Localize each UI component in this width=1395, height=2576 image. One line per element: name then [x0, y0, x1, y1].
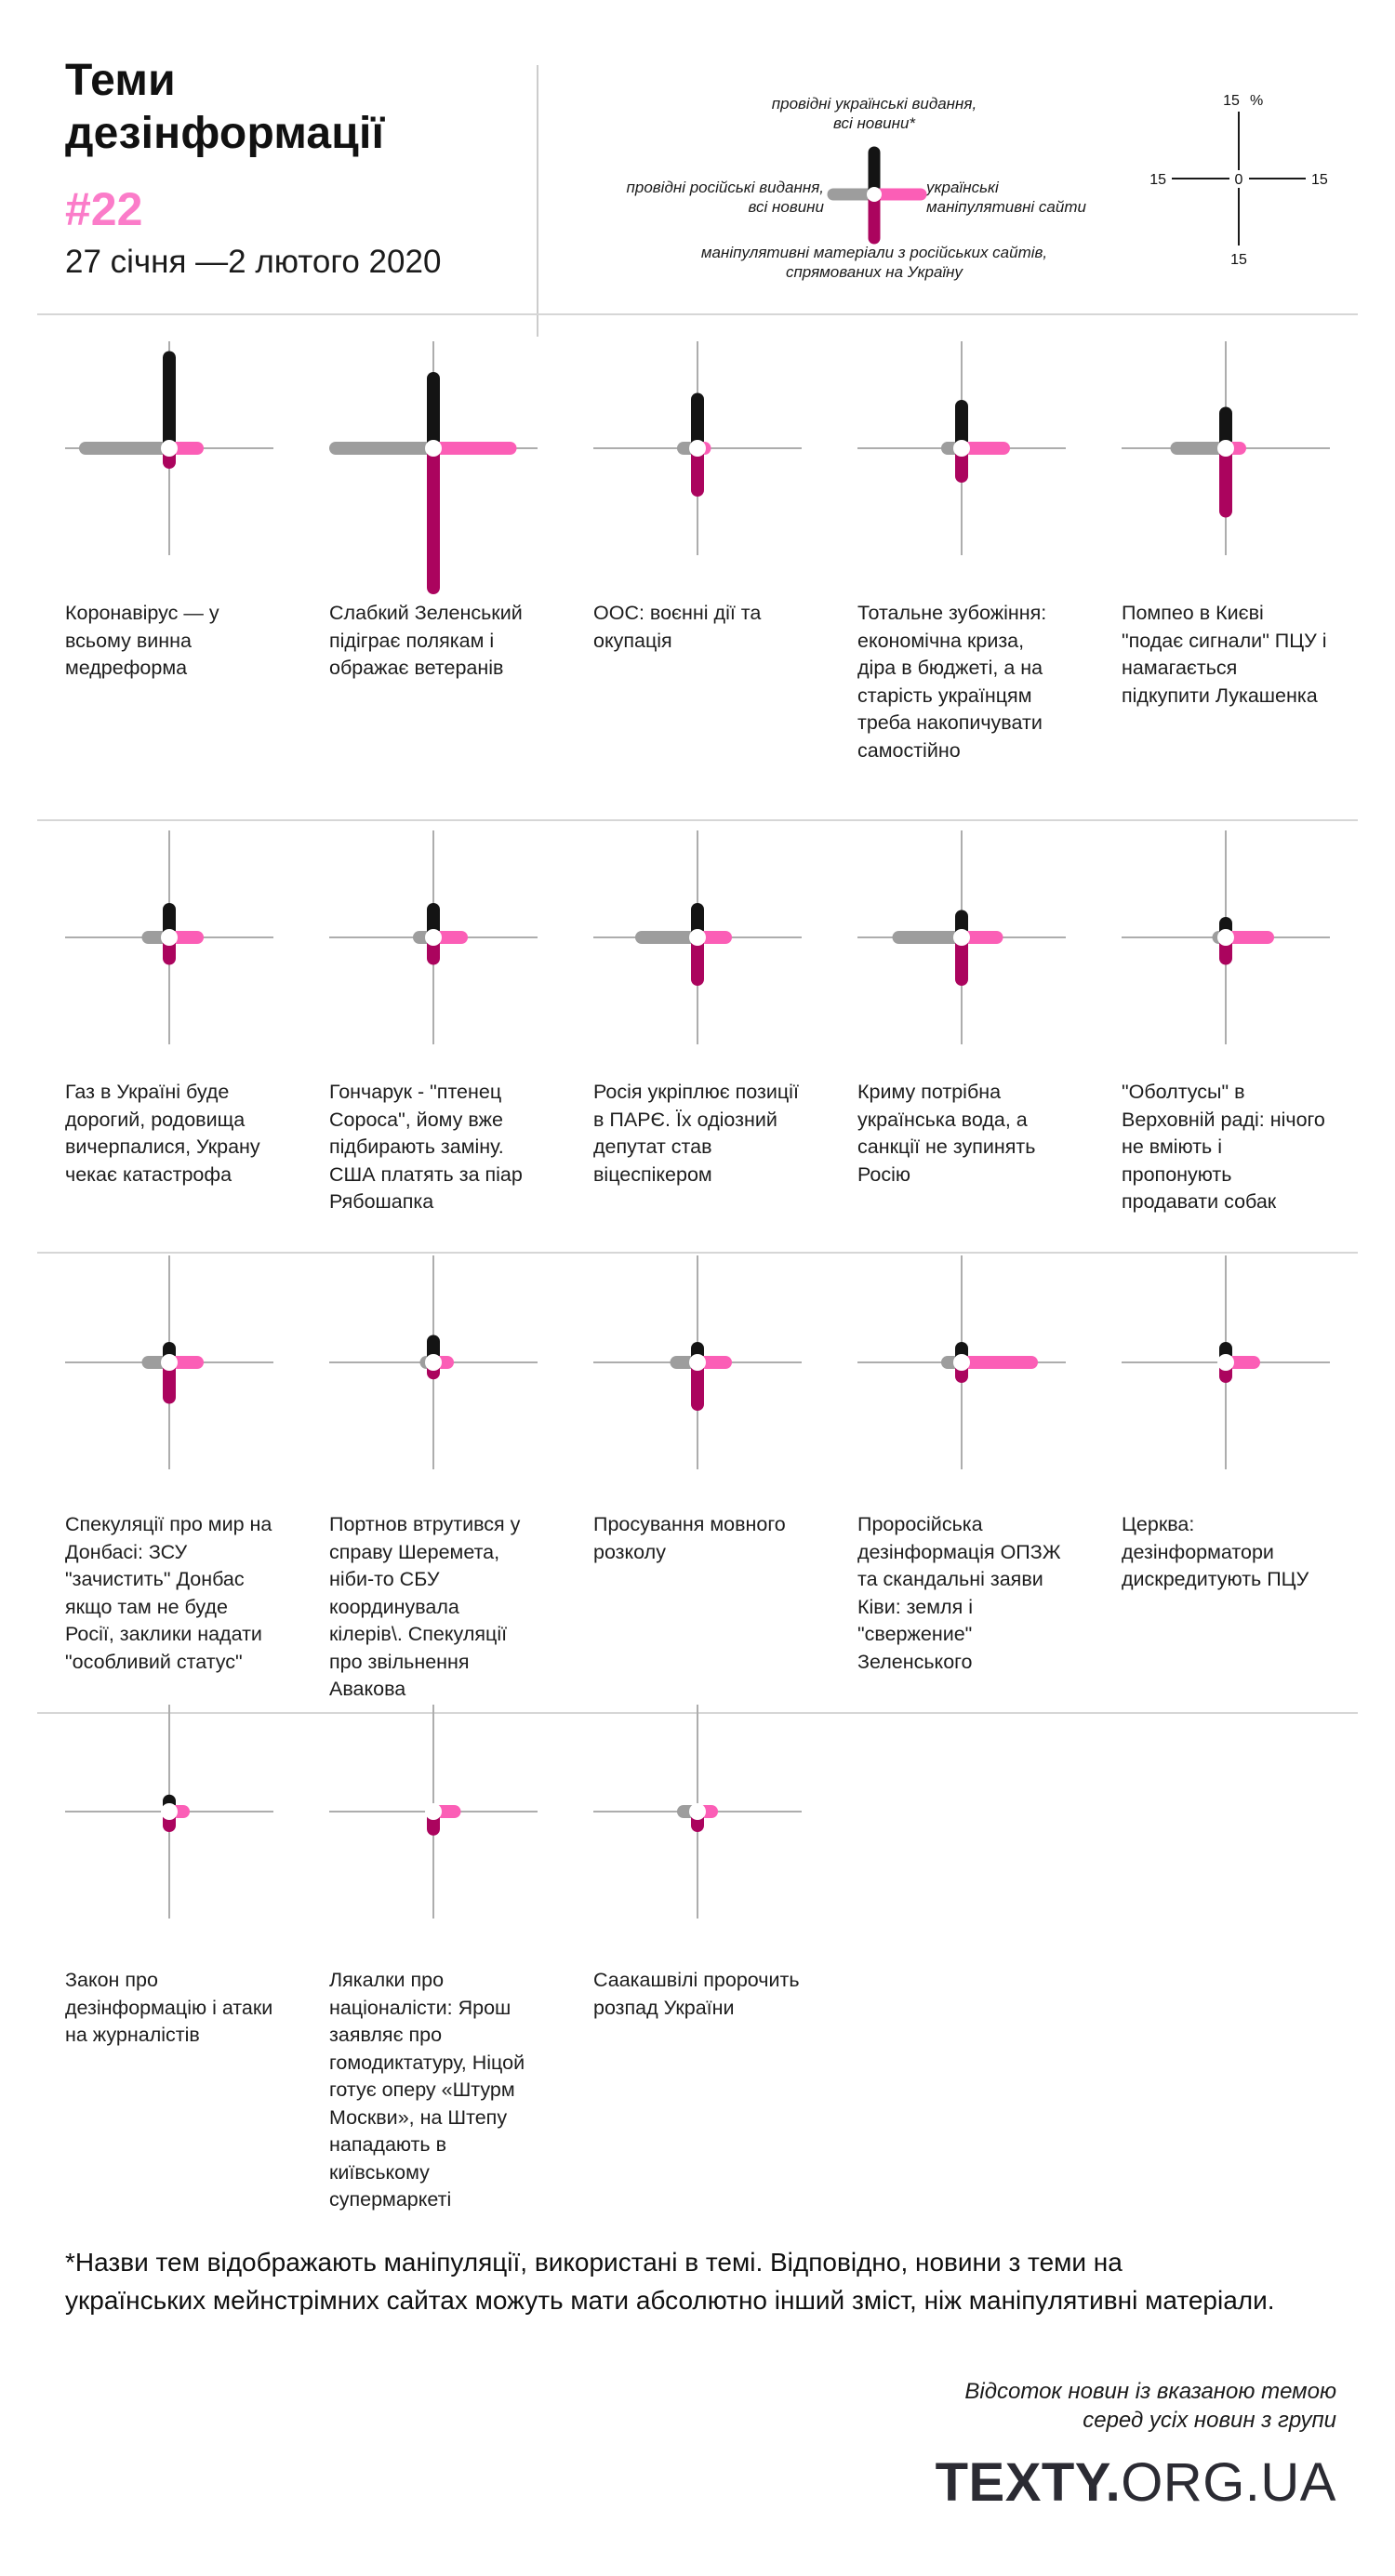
topic-chart [830, 337, 1094, 560]
center-dot [425, 1803, 442, 1820]
topic-chart [1094, 1251, 1358, 1474]
center-dot [161, 440, 178, 457]
topic-chart [301, 337, 565, 560]
topic-cell [830, 1251, 1094, 1676]
topic-label: Тотальне зубожіння: економічна криза, діра в бюджеті, а на старість українцям треба накопичувати самостійно [857, 602, 1047, 762]
scale-tick-left: 15 [1149, 172, 1166, 188]
scale-axis-icon [1146, 86, 1332, 272]
center-dot [425, 1354, 442, 1371]
topic-label: Спекуляції про мир на Донбасі: ЗСУ "зачистить" Донбас якщо там не буде Росії, заклики надати "особливий статус" [65, 1513, 272, 1673]
page-title-line2: дезінформації [65, 109, 385, 158]
topic-label: Церква: дезінформатори дискредитують ПЦУ [1122, 1513, 1309, 1590]
legend-cross-icon [818, 139, 930, 250]
center-dot [161, 1803, 178, 1820]
topic-label: "Оболтусы" в Верховній раді: нічого не вміють і пропонують продавати собак [1122, 1081, 1325, 1213]
row-separator [37, 819, 1358, 821]
center-dot [867, 187, 882, 202]
texty-logo-bold: TEXTY. [935, 2452, 1122, 2513]
topic-cell [37, 826, 301, 1188]
center-dot [953, 1354, 970, 1371]
topic-label: Проросійська дезінформація ОПЗЖ та скандальні заяви Ківи: земля і "свержение" Зеленського [857, 1513, 1061, 1673]
topic-cell [1094, 826, 1358, 1216]
center-dot [689, 1803, 706, 1820]
topic-cell [301, 337, 565, 683]
legend-label-up: провідні українські видання, всі новини* [771, 95, 977, 132]
topic-chart [1094, 337, 1358, 560]
scale-zero: 0 [1234, 172, 1243, 188]
topic-chart [37, 1251, 301, 1474]
topic-label: Гончарук - "птенец Сороса", йому вже підбирають заміну. США платять за піар Рябошапка [329, 1081, 523, 1213]
center-dot [161, 1354, 178, 1371]
topic-label: Коронавірус — у всьому винна медреформа [65, 602, 219, 679]
topic-chart [565, 337, 830, 560]
topic-cell [565, 337, 830, 655]
center-dot [689, 440, 706, 457]
axis-caption: Відсоток новин із вказаною темою серед усіх новин з групи [964, 2379, 1336, 2433]
texty-logo [936, 2451, 1336, 2514]
row-separator [37, 313, 1358, 315]
topic-chart [830, 826, 1094, 1049]
center-dot [1217, 1354, 1234, 1371]
topic-label: Портнов втрутився у справу Шеремета, ніби-то СБУ координувала кілерів\. Спекуляції про звільнення Авакова [329, 1513, 521, 1700]
page-title [65, 54, 384, 160]
topic-label: Просування мовного розколу [593, 1513, 786, 1563]
page-title-line1: Теми [65, 56, 176, 105]
topic-cell [301, 1251, 565, 1704]
center-dot [689, 1354, 706, 1371]
scale-unit: % [1250, 93, 1264, 109]
legend-label-left: провідні російські видання, всі новини [626, 179, 824, 216]
date-range: 27 січня —2 лютого 2020 [65, 244, 442, 280]
topic-chart [37, 826, 301, 1049]
topic-cell [830, 337, 1094, 764]
topics-row [37, 826, 1358, 1216]
center-dot [425, 929, 442, 946]
topic-chart [565, 1251, 830, 1474]
topic-chart [301, 826, 565, 1049]
center-dot [1217, 929, 1234, 946]
topic-cell [37, 1251, 301, 1676]
topic-cell [1094, 1251, 1358, 1594]
topic-chart [301, 1700, 565, 1923]
topic-cell [565, 1251, 830, 1566]
topic-cell [1094, 337, 1358, 710]
topic-label: Слабкий Зеленський підіграє полякам і ображає ветеранів [329, 602, 523, 679]
topic-cell [37, 337, 301, 683]
topic-label: Помпео в Києві "подає сигнали" ПЦУ і намагається підкупити Лукашенка [1122, 602, 1327, 707]
scale-tick-top: 15 [1223, 93, 1240, 109]
topic-cell [830, 826, 1094, 1188]
scale-tick-right: 15 [1311, 172, 1328, 188]
topics-row [37, 1700, 1358, 2214]
topic-label: Газ в Україні буде дорогий, родовища вичерпалися, Украну чекає катастрофа [65, 1081, 260, 1186]
texty-logo-light: ORG.UA [1121, 2452, 1336, 2513]
topic-label: Лякалки про націоналісти: Ярош заявляє про гомодиктатуру, Ніцой готує оперу «Штурм Москви», на Штепу нападають в київському супермаркеті [329, 1969, 525, 2211]
topic-chart [565, 826, 830, 1049]
center-dot [161, 929, 178, 946]
topic-cell [565, 1700, 830, 2022]
topic-label: ООС: воєнні дії та окупація [593, 602, 762, 652]
legend-label-down: маніпулятивні матеріали з російських сайтів, спрямованих на Україну [700, 244, 1048, 281]
topic-chart [37, 337, 301, 560]
topic-label: Росія укріплює позиції в ПАРЄ. Їх одіозний депутат став віцеспікером [593, 1081, 799, 1186]
issue-number: #22 [65, 183, 143, 235]
topic-cell [37, 1700, 301, 2050]
legend-label-right: українські маніпулятивні сайти [926, 179, 1086, 216]
topic-cell [301, 826, 565, 1216]
center-dot [1217, 440, 1234, 457]
topic-chart [830, 1251, 1094, 1474]
topic-chart [301, 1251, 565, 1474]
topic-chart [1094, 826, 1358, 1049]
footnote: *Назви тем відображають маніпуляції, використані в темі. Відповідно, новини з теми на українських мейнстрімних сайтах можуть мати абсолютно інший зміст, ніж маніпулятивні матеріали. [65, 2248, 1275, 2315]
topic-cell [301, 1700, 565, 2214]
center-dot [953, 440, 970, 457]
scale-tick-bottom: 15 [1230, 252, 1247, 268]
topic-cell [565, 826, 830, 1188]
topic-chart [37, 1700, 301, 1923]
center-dot [689, 929, 706, 946]
center-dot [953, 929, 970, 946]
topics-row [37, 337, 1358, 764]
topic-label: Криму потрібна українська вода, а санкції не зупинять Росію [857, 1081, 1036, 1186]
topic-chart [565, 1700, 830, 1923]
center-dot [425, 440, 442, 457]
topic-label: Саакашвілі пророчить розпад України [593, 1969, 800, 2019]
topic-label: Закон про дезінформацію і атаки на журналістів [65, 1969, 273, 2046]
topics-row [37, 1251, 1358, 1704]
